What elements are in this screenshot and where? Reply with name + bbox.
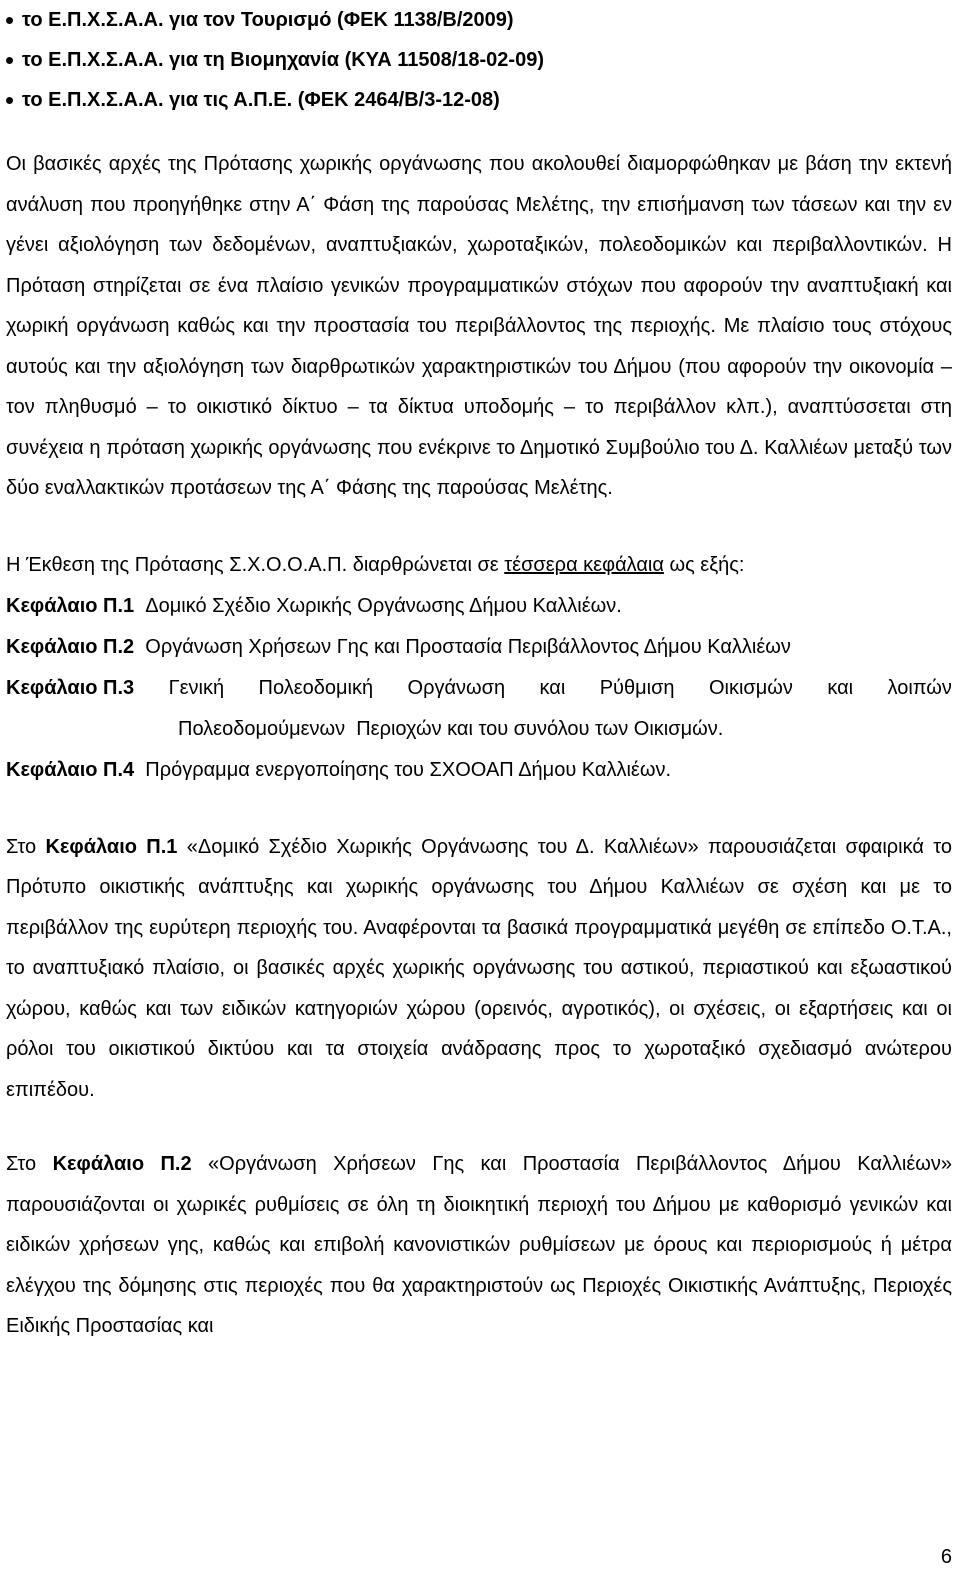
chapter-title: Πρόγραμμα ενεργοποίησης του ΣΧΟΟΑΠ Δήμου Καλλιέων.	[145, 758, 671, 781]
chapter-title-word: και	[539, 676, 566, 699]
chapter-reference: Κεφάλαιο Π.1	[45, 835, 178, 858]
chapter-title: Δομικό Σχέδιο Χωρικής Οργάνωσης Δήμου Καλλιέων.	[145, 594, 622, 617]
chapter-item	[6, 627, 952, 668]
chapter-label: Κεφάλαιο Π.1	[6, 594, 135, 617]
chapter-reference: Κεφάλαιο Π.2	[52, 1153, 192, 1175]
chapter-title: Οργάνωση Χρήσεων Γης και Προστασία Περιβάλλοντος Δήμου Καλλιέων	[145, 635, 791, 658]
chapter-title-word: και	[827, 676, 854, 699]
chapter-label: Κεφάλαιο Π.2	[6, 635, 135, 658]
chapter-title-word: Οικισμών	[708, 676, 793, 699]
chapter-label: Κεφάλαιο Π.4	[6, 758, 135, 781]
chapter-title-continued: Πολεοδομούμενων Περιοχών και του συνόλου των Οικισμών.	[178, 717, 724, 740]
document-page	[6, 0, 952, 1347]
page-number: 6	[940, 1546, 952, 1568]
chapter-label: Κεφάλαιο Π.3	[6, 676, 135, 699]
intro-paragraph: Οι βασικές αρχές της Πρότασης χωρικής οργάνωσης που ακολουθεί διαμορφώθηκαν με βάση την εκτενή ανάλυση που προηγήθηκε στην Α΄ Φάση της παρούσας Μελέτης, την επισήμανση των τάσεων και την εν γένει αξιολόγηση των δεδομένων, αναπτυξιακών, χωροταξικών, πολεοδομικών και περιβαλλοντικών. Η Πρόταση στηρίζεται σε ένα πλαίσιο γενικών προγραμματικών στόχων που αφορούν την αναπτυξιακή και χωρική οργάνωση καθώς και την προστασία του περιβάλλοντος της περιοχής. Με πλαίσιο τους στόχους αυτούς και την αξιολόγηση των διαρθρωτικών χαρακτηριστικών του Δήμου (που αφορούν την οικονομία – τον πληθυσμό – το οικιστικό δίκτυο – τα δίκτυα υποδομής – το περιβάλλον κλπ.), αναπτύσσεται στη συνέχεια η πρόταση χωρικής οργάνωσης που ενέκρινε το Δημοτικό Συμβούλιο του Δ. Καλλιέων μεταξύ των δύο εναλλακτικών προτάσεων της Α΄ Φάσης της παρούσας Μελέτης.	[6, 153, 952, 499]
chapter-item	[6, 668, 952, 709]
bullet-icon	[6, 97, 13, 104]
chapter-title-word: Ρύθμιση	[599, 676, 675, 699]
chapter-title-word: Πολεοδομική	[258, 676, 374, 699]
list-item: το Ε.Π.Χ.Σ.Α.Α. για τον Τουρισμό (ΦΕΚ 1138/Β/2009)	[6, 0, 952, 40]
chapter-p2-paragraph: Στο Κεφάλαιο Π.2 «Οργάνωση Χρήσεων Γης και Προστασία Περιβάλλοντος Δήμου Καλλιέων» παρουσιάζονται οι χωρικές ρυθμίσεις σε όλη τη διοικητική περιοχή του Δήμου με καθορισμό γενικών και ειδικών χρήσεων γης, καθώς και επιβολή κανονιστικών ρυθμίσεων με όρους και περιορισμούς ή μέτρα ελέγχου της δόμησης στις περιοχές που θα χαρακτηριστούν ως Περιοχές Οικιστικής Ανάπτυξης, Περιοχές Ειδικής Προστασίας και	[6, 1153, 953, 1337]
chapter-item	[6, 750, 952, 791]
list-item: το Ε.Π.Χ.Σ.Α.Α. για τη Βιομηχανία (ΚΥΑ 11508/18-02-09)	[6, 40, 952, 80]
chapter-item	[6, 586, 952, 627]
chapter-p1-paragraph: Στο Κεφάλαιο Π.1 «Δομικό Σχέδιο Χωρικής Οργάνωσης του Δ. Καλλιέων» παρουσιάζεται σφαιρικά το Πρότυπο οικιστικής ανάπτυξης και χωρικής οργάνωσης του Δήμου Καλλιέων σε σχέση και με το περιβάλλον της ευρύτερη περιοχής του. Αναφέρονται τα βασικά προγραμματικά μεγέθη σε επίπεδο Ο.Τ.Α., το αναπτυξιακό πλαίσιο, οι βασικές αρχές χωρικής οργάνωσης του αστικού, περιαστικού και εξωαστικού χώρου, καθώς και των ειδικών κατηγοριών χώρου (ορεινός, αγροτικός), οι σχέσεις, οι εξαρτήσεις και οι ρόλοι του οικιστικού δικτύου και τα στοιχεία ανάδρασης προς το χωροταξικό σχεδιασμό ανώτερου επιπέδου.	[6, 835, 953, 1101]
chapter-title-word: λοιπών	[887, 676, 952, 699]
underlined-text: τέσσερα κεφάλαια	[504, 553, 664, 576]
bullet-icon	[6, 57, 13, 64]
chapter-title-word: Οργάνωση	[407, 676, 506, 699]
list-item: το Ε.Π.Χ.Σ.Α.Α. για τις Α.Π.Ε. (ΦΕΚ 2464/Β/3-12-08)	[6, 80, 952, 120]
reference-list	[6, 0, 952, 120]
chapter-title-word: Γενική	[168, 676, 225, 699]
structure-intro: Η Έκθεση της Πρότασης Σ.Χ.Ο.Ο.Α.Π. διαρθρώνεται σε τέσσερα κεφάλαια ως εξής:	[6, 553, 745, 576]
bullet-icon	[6, 17, 13, 24]
